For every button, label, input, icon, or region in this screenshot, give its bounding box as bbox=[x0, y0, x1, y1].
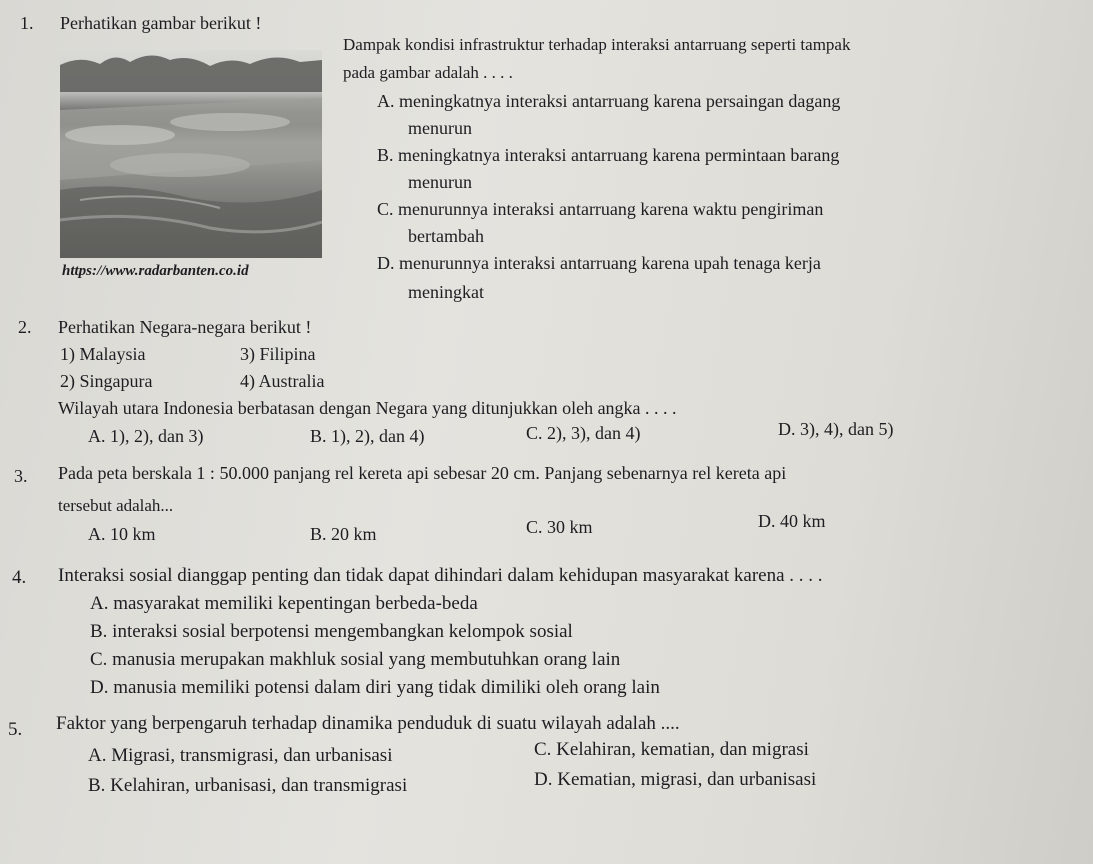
q4-question: Interaksi sosial dianggap penting dan tidak dapat dihindari dalam kehidupan masyarakat karena . . . . bbox=[58, 565, 823, 586]
q3-question-line1: Pada peta berskala 1 : 50.000 panjang rel kereta api sebesar 20 cm. Panjang sebenarnya rel kereta api bbox=[58, 463, 787, 483]
q1-option-b-cont: menurun bbox=[408, 172, 472, 192]
q4-option-b: B. interaksi sosial berpotensi mengembangkan kelompok sosial bbox=[90, 621, 573, 642]
q2-question: Wilayah utara Indonesia berbatasan dengan Negara yang ditunjukkan oleh angka . . . . bbox=[58, 398, 677, 418]
q2-option-a: A. 1), 2), dan 3) bbox=[88, 426, 204, 446]
q1-option-c: C. menurunnya interaksi antarruang karena waktu pengiriman bbox=[377, 199, 824, 219]
q1-image-caption: https://www.radarbanten.co.id bbox=[62, 263, 249, 279]
q4-option-c: C. manusia merupakan makhluk sosial yang membutuhkan orang lain bbox=[90, 649, 621, 670]
q1-option-a-cont: menurun bbox=[408, 118, 472, 138]
q1-prompt: Perhatikan gambar berikut ! bbox=[60, 13, 262, 33]
q1-question-line1: Dampak kondisi infrastruktur terhadap interaksi antarruang seperti tampak bbox=[343, 35, 851, 54]
q3-option-a: A. 10 km bbox=[88, 524, 156, 544]
q1-option-d: D. menurunnya interaksi antarruang karena upah tenaga kerja bbox=[377, 253, 821, 273]
q1-question-line2: pada gambar adalah . . . . bbox=[343, 63, 513, 82]
q1-number: 1. bbox=[20, 13, 34, 33]
q2-prompt: Perhatikan Negara-negara berikut ! bbox=[58, 317, 312, 337]
q2-number: 2. bbox=[18, 317, 32, 337]
q5-number: 5. bbox=[8, 719, 23, 740]
q2-country-2: 2) Singapura bbox=[60, 371, 153, 391]
q1-option-d-cont: meningkat bbox=[408, 282, 484, 302]
q3-option-b: B. 20 km bbox=[310, 524, 377, 544]
q5-option-c: C. Kelahiran, kematian, dan migrasi bbox=[534, 739, 809, 760]
q2-option-d: D. 3), 4), dan 5) bbox=[778, 419, 894, 439]
q2-country-4: 4) Australia bbox=[240, 371, 325, 391]
flooded-road-photo bbox=[60, 50, 322, 258]
q5-option-d: D. Kematian, migrasi, dan urbanisasi bbox=[534, 769, 817, 790]
q4-option-d: D. manusia memiliki potensi dalam diri yang tidak dimiliki oleh orang lain bbox=[90, 677, 660, 698]
q2-country-3: 3) Filipina bbox=[240, 344, 316, 364]
q1-option-b: B. meningkatnya interaksi antarruang karena permintaan barang bbox=[377, 145, 840, 165]
q3-number: 3. bbox=[14, 466, 28, 486]
q4-number: 4. bbox=[12, 567, 27, 588]
q5-option-a: A. Migrasi, transmigrasi, dan urbanisasi bbox=[88, 745, 393, 766]
q1-option-a: A. meningkatnya interaksi antarruang karena persaingan dagang bbox=[377, 91, 841, 111]
q2-country-1: 1) Malaysia bbox=[60, 344, 146, 364]
q4-option-a: A. masyarakat memiliki kepentingan berbeda-beda bbox=[90, 593, 478, 614]
q1-option-c-cont: bertambah bbox=[408, 226, 484, 246]
q3-question-line2: tersebut adalah... bbox=[58, 496, 174, 515]
q3-option-d: D. 40 km bbox=[758, 511, 826, 531]
q3-option-c: C. 30 km bbox=[526, 517, 593, 537]
q2-option-b: B. 1), 2), dan 4) bbox=[310, 426, 425, 446]
q5-option-b: B. Kelahiran, urbanisasi, dan transmigrasi bbox=[88, 775, 408, 796]
q2-option-c: C. 2), 3), dan 4) bbox=[526, 423, 641, 443]
q5-question: Faktor yang berpengaruh terhadap dinamika penduduk di suatu wilayah adalah .... bbox=[56, 713, 680, 734]
